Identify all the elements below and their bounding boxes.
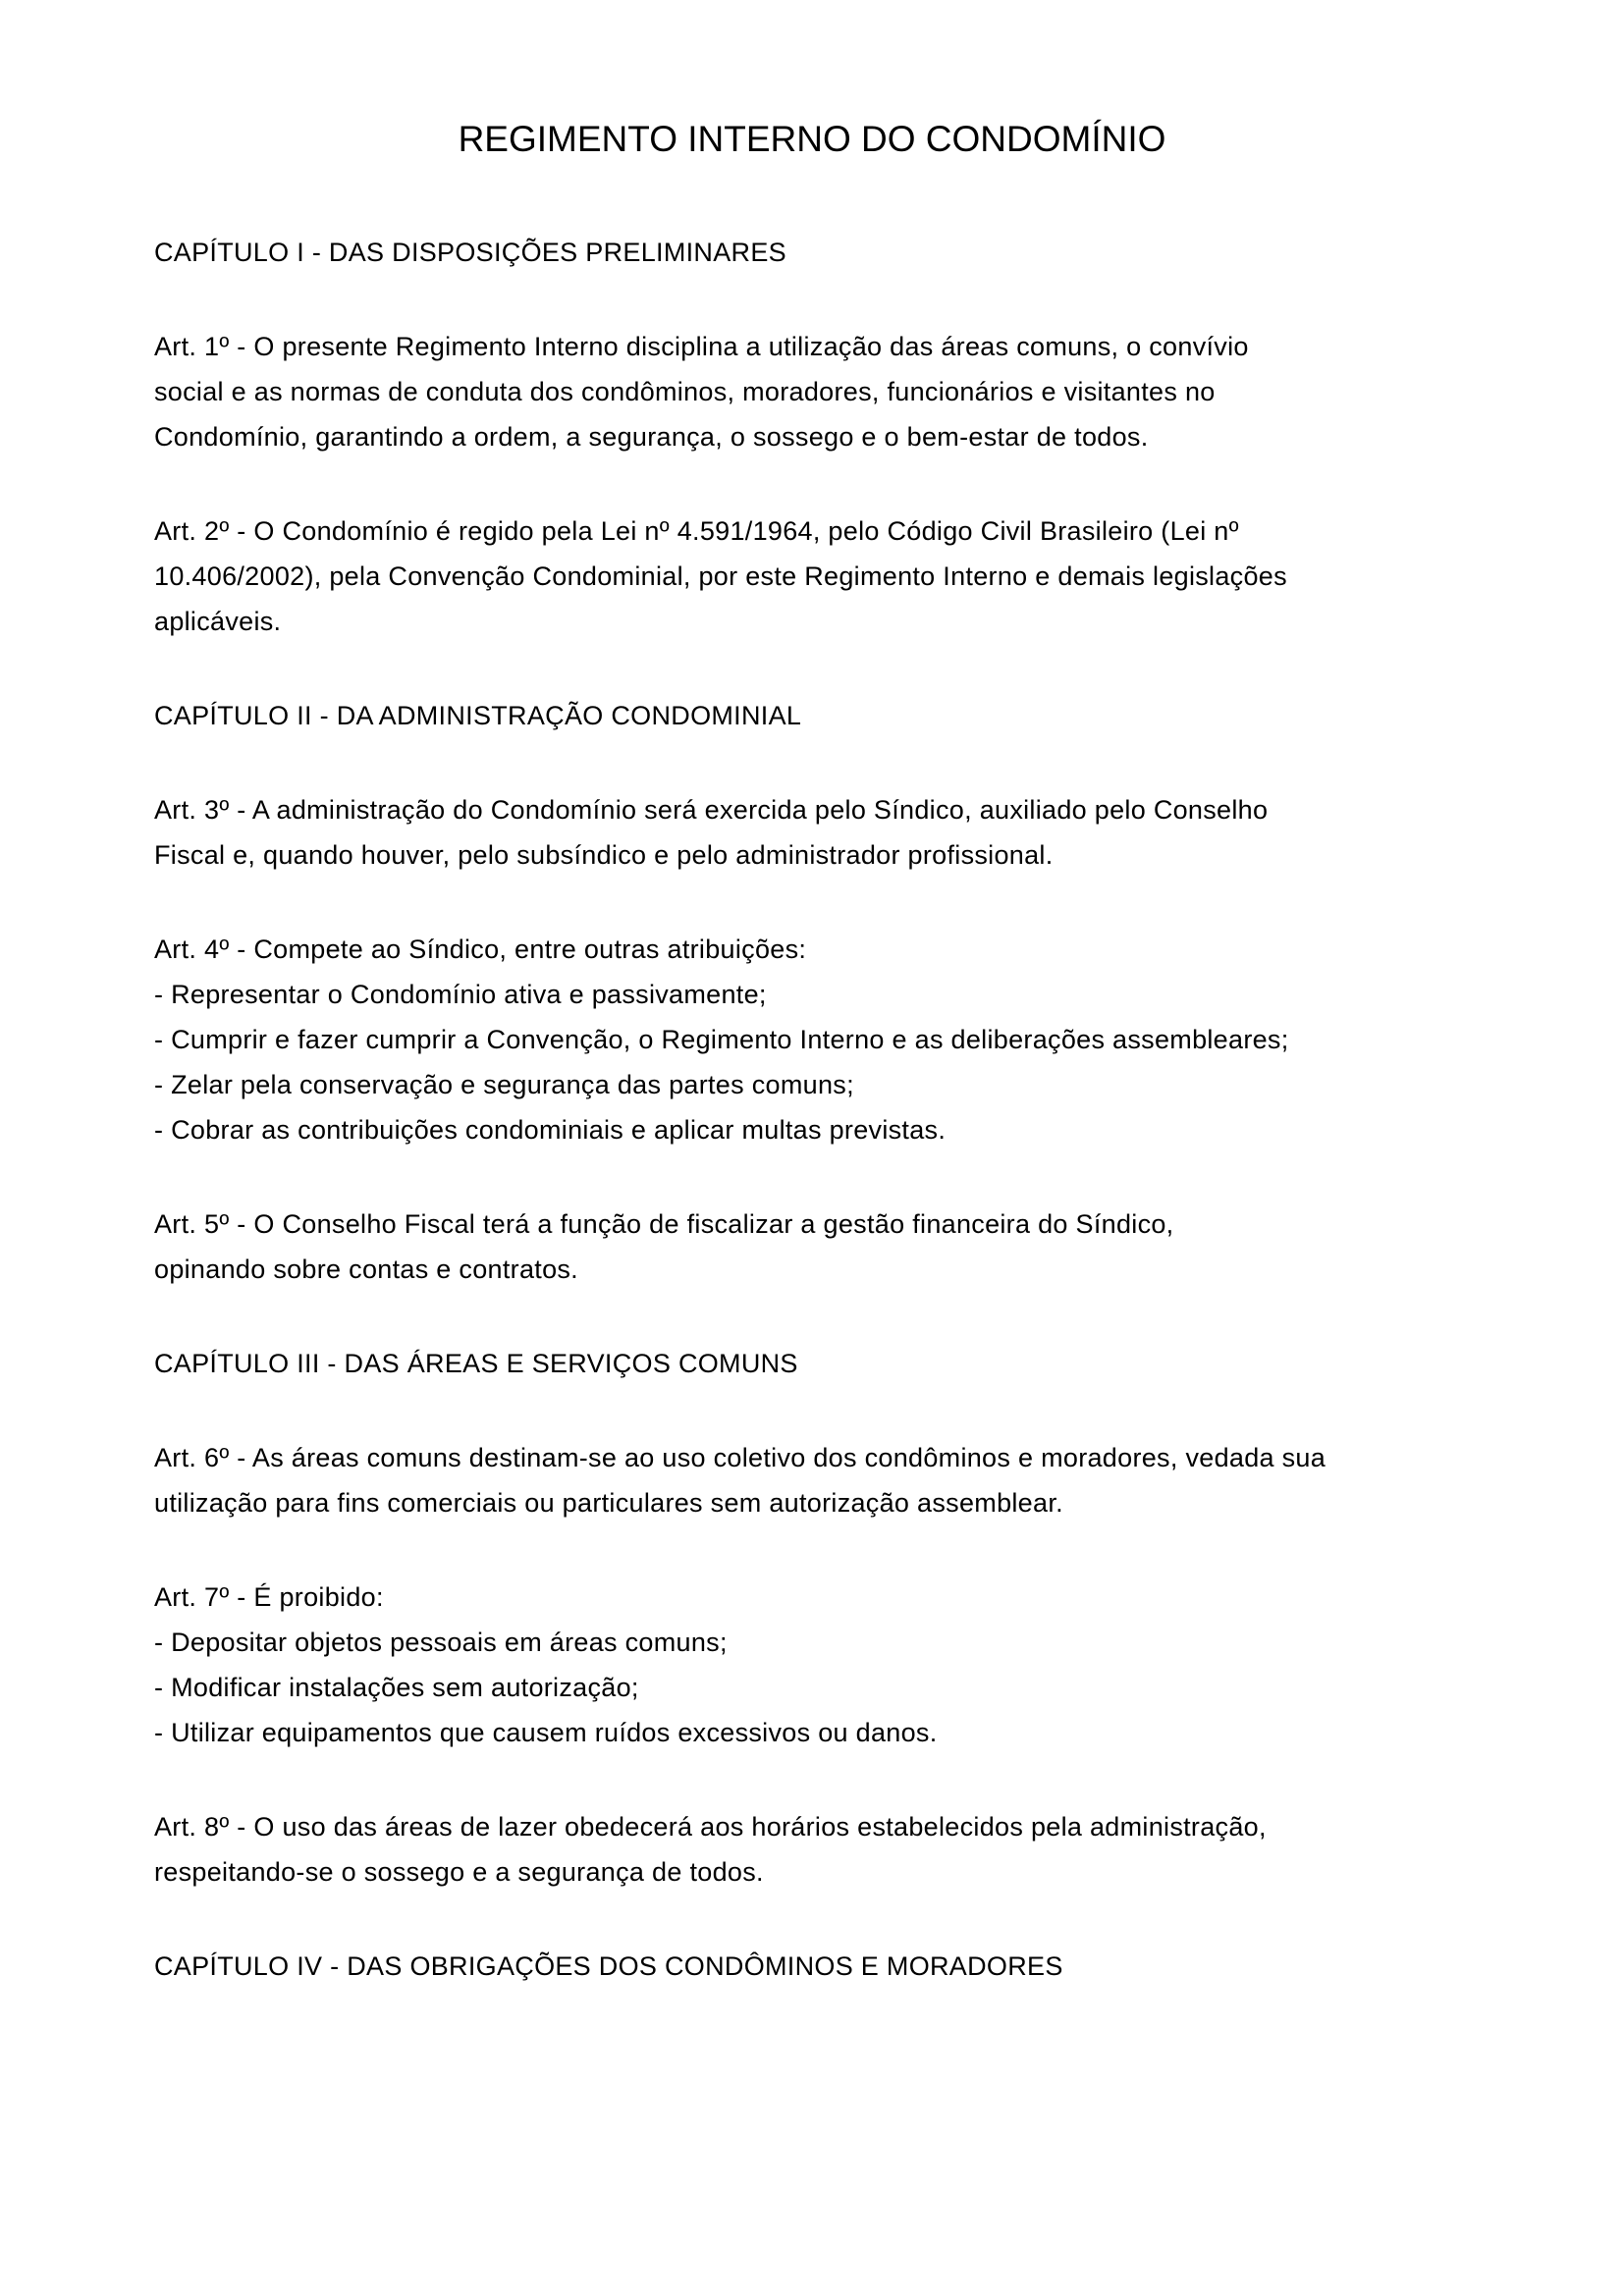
text-line: - Cobrar as contribuições condominiais e aplicar multas previstas. bbox=[154, 1115, 947, 1145]
text-line: CAPÍTULO III - DAS ÁREAS E SERVIÇOS COMUNS bbox=[154, 1349, 798, 1378]
chapter-heading bbox=[154, 1341, 1428, 1386]
text-line: Art. 3º - A administração do Condomínio será exercida pelo Síndico, auxiliado pelo Conselho bbox=[154, 795, 1269, 825]
document-body bbox=[154, 230, 1428, 1989]
text-line: Art. 5º - O Conselho Fiscal terá a função de fiscalizar a gestão financeira do Síndico, bbox=[154, 1209, 1174, 1239]
chapter-heading bbox=[154, 1944, 1428, 1989]
text-line: - Cumprir e fazer cumprir a Convenção, o Regimento Interno e as deliberações assembleares; bbox=[154, 1025, 1289, 1054]
text-line: - Depositar objetos pessoais em áreas comuns; bbox=[154, 1628, 728, 1657]
text-line: Art. 1º - O presente Regimento Interno disciplina a utilização das áreas comuns, o convívio bbox=[154, 332, 1249, 361]
document-title: REGIMENTO INTERNO DO CONDOMÍNIO bbox=[458, 119, 1166, 159]
text-line: - Zelar pela conservação e segurança das partes comuns; bbox=[154, 1070, 854, 1099]
text-line: - Utilizar equipamentos que causem ruídos excessivos ou danos. bbox=[154, 1718, 938, 1747]
text-line: Art. 2º - O Condomínio é regido pela Lei nº 4.591/1964, pelo Código Civil Brasileiro (Lei nº bbox=[154, 516, 1239, 546]
paragraph bbox=[154, 1201, 1428, 1292]
text-line: utilização para fins comerciais ou particulares sem autorização assemblear. bbox=[154, 1488, 1063, 1518]
chapter-heading bbox=[154, 230, 1428, 275]
text-line: 10.406/2002), pela Convenção Condominial, por este Regimento Interno e demais legislações bbox=[154, 561, 1287, 591]
paragraph bbox=[154, 1804, 1428, 1895]
text-line: social e as normas de conduta dos condôminos, moradores, funcionários e visitantes no bbox=[154, 377, 1216, 406]
paragraph bbox=[154, 1435, 1428, 1525]
text-line: opinando sobre contas e contratos. bbox=[154, 1255, 578, 1284]
text-line: CAPÍTULO I - DAS DISPOSIÇÕES PRELIMINARES bbox=[154, 238, 786, 267]
paragraph bbox=[154, 927, 1428, 1152]
text-line: - Modificar instalações sem autorização; bbox=[154, 1673, 639, 1702]
text-line: Art. 8º - O uso das áreas de lazer obedecerá aos horários estabelecidos pela administração, bbox=[154, 1812, 1267, 1842]
paragraph bbox=[154, 1575, 1428, 1755]
text-line: aplicáveis. bbox=[154, 607, 282, 636]
text-line: Condomínio, garantindo a ordem, a segurança, o sossego e o bem-estar de todos. bbox=[154, 422, 1149, 452]
text-line: Fiscal e, quando houver, pelo subsíndico e pelo administrador profissional. bbox=[154, 840, 1054, 870]
text-line: Art. 7º - É proibido: bbox=[154, 1582, 384, 1612]
text-line: Art. 4º - Compete ao Síndico, entre outras atribuições: bbox=[154, 934, 807, 964]
paragraph bbox=[154, 787, 1428, 878]
text-line: - Representar o Condomínio ativa e passivamente; bbox=[154, 980, 767, 1009]
chapter-heading bbox=[154, 693, 1428, 738]
text-line: respeitando-se o sossego e a segurança de todos. bbox=[154, 1857, 764, 1887]
paragraph bbox=[154, 508, 1428, 644]
text-line: Art. 6º - As áreas comuns destinam-se ao uso coletivo dos condôminos e moradores, vedada sua bbox=[154, 1443, 1326, 1472]
text-line: CAPÍTULO II - DA ADMINISTRAÇÃO CONDOMINIAL bbox=[154, 701, 802, 730]
paragraph bbox=[154, 324, 1428, 459]
text-line: CAPÍTULO IV - DAS OBRIGAÇÕES DOS CONDÔMINOS E MORADORES bbox=[154, 1951, 1063, 1981]
